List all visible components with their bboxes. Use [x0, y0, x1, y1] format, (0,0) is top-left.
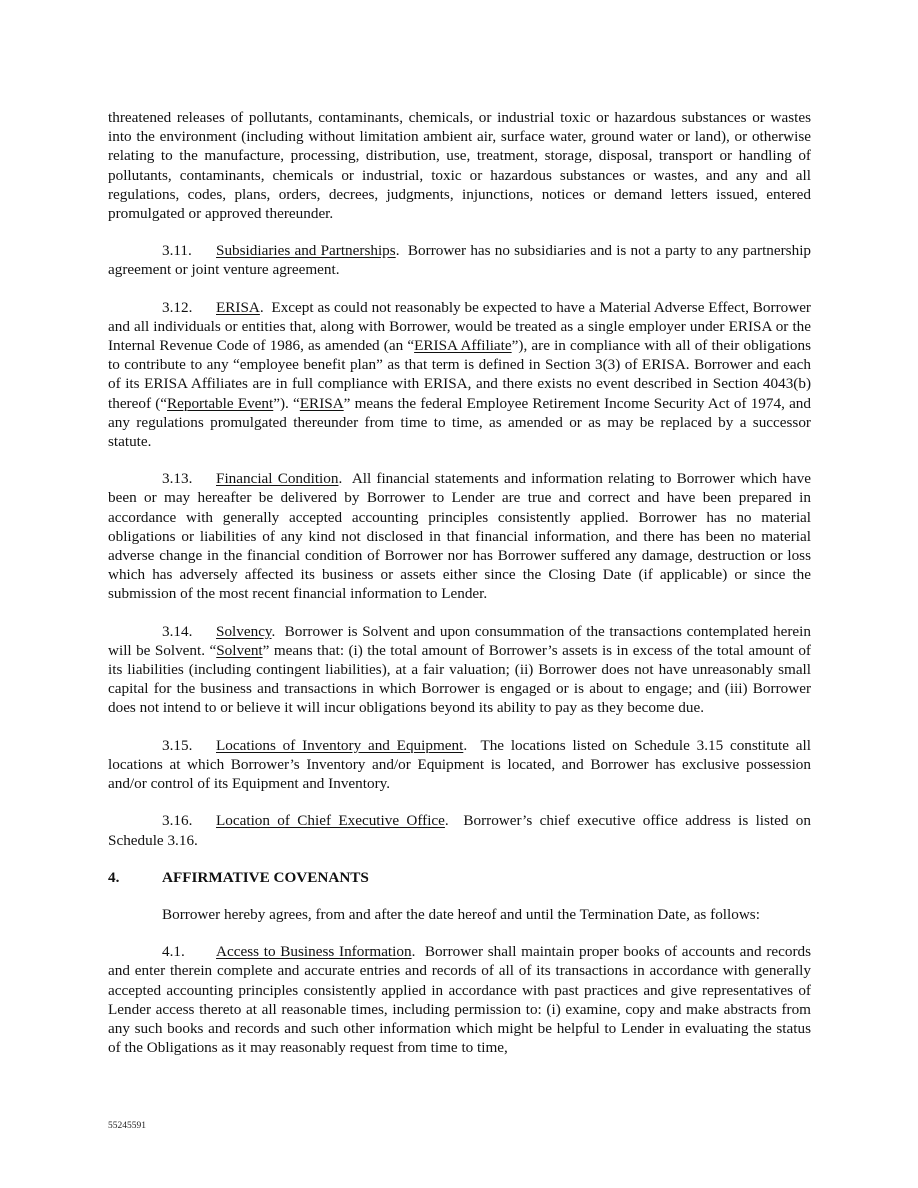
section-number: 3.14. — [162, 622, 193, 640]
section-heading: Location of Chief Executive Office — [216, 812, 445, 830]
section-text: Borrower has no subsidiaries and is not a party to any partnership agreement or joint venture agreement. — [108, 242, 812, 279]
section-text: Borrower’s chief executive office address is listed on Schedule 3.16. — [108, 812, 811, 849]
section-heading: Access to Business Information — [216, 943, 412, 961]
section-number: 4.1. — [162, 943, 185, 961]
document-body — [108, 108, 811, 1057]
section-text: ”), are in compliance with all of their obligations to contribute to any “employee benefit plan” as that term is defined in Section 3(3) of ERISA. Borrower and each of its ERISA Affiliates are in full compliance with ERISA, and there exists no event described in Section 4043(b) thereof (“ — [108, 337, 812, 412]
article-number: 4. — [108, 868, 120, 886]
section-heading: Subsidiaries and Partnerships — [216, 242, 396, 260]
document-id-footer: 55245591 — [108, 1121, 146, 1131]
defined-term: Reportable Event — [167, 394, 274, 412]
section-number: 3.13. — [162, 470, 193, 488]
section-number: 3.11. — [162, 242, 192, 260]
section-3-15-paragraph: 3.15. Locations of Inventory and Equipment. The locations listed on Schedule 3.15 constitute all locations at which Borrower’s Inventory and/or Equipment is located, and Borrower has exclusive possession and/or control of its Equipment and Inventory. — [108, 736, 811, 793]
section-heading: Solvency — [216, 622, 272, 640]
section-text: Borrower shall maintain proper books of accounts and records and enter therein complete and accurate entries and records of all of its transactions in accordance with generally accepted accounting principles consistently applied in accordance with past practices and give representatives of Lender access thereto at all reasonable times, including permission to: (i) examine, copy and make abstracts from any such books and records and such other information which might be helpful to Lender in evaluating the status of the Obligations as it may reasonably request from time to time, — [108, 943, 812, 1057]
section-heading: ERISA — [216, 298, 260, 316]
section-3-14-paragraph: 3.14. Solvency. Borrower is Solvent and upon consummation of the transactions contemplated herein will be Solvent. “Solvent” means that: (i) the total amount of Borrower’s assets is in excess of the total amount of its liabilities (including contingent liabilities), at a fair valuation; (ii) Borrower does not have unreasonably small capital for the business and transactions in which Borrower is engaged or is about to engage; and (iii) Borrower does not intend to or believe it will incur obligations beyond its ability to pay as they become due. — [108, 622, 811, 717]
section-text: Borrower is Solvent and upon consummation of the transactions contemplated herein will be Solvent. “ — [108, 622, 811, 659]
defined-term: ERISA — [299, 394, 344, 412]
section-number: 3.15. — [162, 736, 193, 754]
section-3-12-paragraph: 3.12. ERISA. Except as could not reasonably be expected to have a Material Adverse Effect, Borrower and all individuals or entities that, along with Borrower, would be treated as a single employer under ERISA or the Internal Revenue Code of 1986, as amended (an “ERISA Affiliate”), are in compliance with all of their obligations to contribute to any “employee benefit plan” as that term is defined in Section 3(3) of ERISA. Borrower and each of its ERISA Affiliates are in full compliance with ERISA, and there exists no event described in Section 4043(b) thereof (“Reportable Event”). “ERISA” means the federal Employee Retirement Income Security Act of 1974, and any regulations promulgated thereunder from time to time, as amended or as may be replaced by a successor statute. — [108, 298, 812, 451]
section-3-16-paragraph: 3.16. Location of Chief Executive Office. Borrower’s chief executive office address is listed on Schedule 3.16. — [108, 812, 811, 849]
section-text: ”). “ — [273, 394, 300, 412]
section-text: ” means that: (i) the total amount of Borrower’s assets is in excess of the total amount of its liabilities (including contingent liabilities), at a fair valuation; (ii) Borrower does not have unreasonably small capital for the business and transactions in which Borrower is engaged or is about to engage; and (iii) Borrower does not intend to or believe it will incur obligations beyond its ability to pay as they become due. — [108, 641, 811, 717]
defined-term: Solvent — [216, 641, 263, 659]
article-4-intro-paragraph: Borrower hereby agrees, from and after the date hereof and until the Termination Date, as follows: — [162, 905, 760, 923]
section-text: ” means the federal Employee Retirement Income Security Act of 1974, and any regulations promulgated thereunder from time to time, as amended or as may be replaced by a successor statute. — [108, 394, 811, 451]
section-text: All financial statements and information relating to Borrower which have been or may hereafter be delivered by Borrower to Lender are true and correct and have been prepared in accordance with generally accepted accounting principles consistently applied. Borrower has no material obligations or liabilities of any kind not disclosed in that financial information, and there has been no material adverse change in the financial condition of Borrower nor has Borrower suffered any damage, destruction or loss which has adversely affected its business or assets either since the Closing Date (if applicable) or since the submission of the most recent financial information to Lender. — [108, 470, 811, 603]
article-title: AFFIRMATIVE COVENANTS — [162, 868, 369, 886]
defined-term: ERISA Affiliate — [414, 337, 512, 355]
section-3-13-paragraph: 3.13. Financial Condition. All financial statements and information relating to Borrower which have been or may hereafter be delivered by Borrower to Lender are true and correct and have been prepared in accordance with generally accepted accounting principles consistently applied. Borrower has no material obligations or liabilities of any kind not disclosed in that financial information, and there has been no material adverse change in the financial condition of Borrower nor has Borrower suffered any damage, destruction or loss which has adversely affected its business or assets either since the Closing Date (if applicable) or since the submission of the most recent financial information to Lender. — [108, 470, 811, 603]
article-4-heading — [108, 868, 811, 887]
section-4-1-paragraph: 4.1. Access to Business Information. Borrower shall maintain proper books of accounts and records and enter therein complete and accurate entries and records of all of its transactions in accordance with generally accepted accounting principles consistently applied in accordance with past practices and give representatives of Lender access thereto at all reasonable times, including permission to: (i) examine, copy and make abstracts from any such books and records and such other information which might be helpful to Lender in evaluating the status of the Obligations as it may reasonably request from time to time, — [108, 943, 812, 1057]
section-number: 3.12. — [162, 298, 193, 316]
section-text: The locations listed on Schedule 3.15 constitute all locations at which Borrower’s Inventory and/or Equipment is located, and Borrower has exclusive possession and/or control of its Equipment and Inventory. — [108, 736, 811, 793]
section-3-11-paragraph: 3.11. Subsidiaries and Partnerships. Borrower has no subsidiaries and is not a party to any partnership agreement or joint venture agreement. — [108, 242, 812, 279]
section-number: 3.16. — [162, 812, 193, 830]
section-text: Except as could not reasonably be expected to have a Material Adverse Effect, Borrower and all individuals or entities that, along with Borrower, would be treated as a single employer under ERISA or the Internal Revenue Code of 1986, as amended (an “ — [108, 298, 811, 355]
section-heading: Locations of Inventory and Equipment — [216, 736, 464, 754]
section-heading: Financial Condition — [216, 470, 339, 488]
intro-continuation-paragraph: threatened releases of pollutants, contaminants, chemicals, or industrial toxic or hazardous substances or wastes into the environment (including without limitation ambient air, surface water, ground water or land), or otherwise relating to the manufacture, processing, distribution, use, treatment, storage, disposal, transport or handling of pollutants, contaminants, chemicals or industrial, toxic or hazardous substances or wastes, and any and all regulations, codes, plans, orders, decrees, judgments, injunctions, notices or demand letters issued, entered promulgated or approved thereunder. — [108, 109, 811, 223]
